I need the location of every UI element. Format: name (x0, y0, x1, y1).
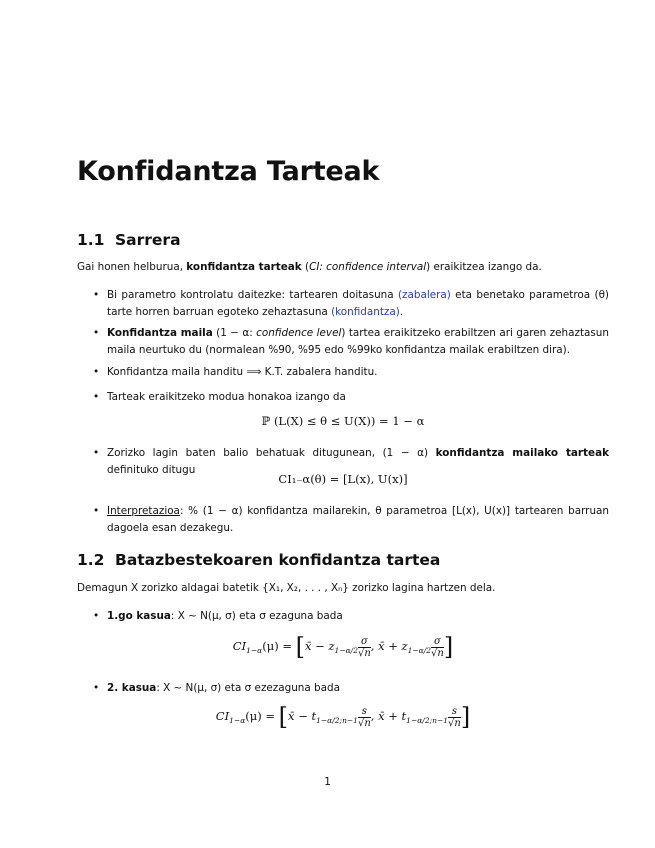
section-title: Batazbestekoaren konfidantza tartea (115, 551, 441, 569)
bullet-icon: • (93, 289, 100, 301)
section-number: 1.1 (77, 231, 105, 249)
case-item: 2. kasua: X ∼ N(μ, σ) eta σ ezezaguna bada (107, 682, 340, 694)
ci-definition-formula: CI₁₋α(θ) = [L(x), U(x)] (278, 472, 408, 486)
section-intro: Demagun X zorizko aldagai batetik {X₁, X₂, . . . , Xₙ} zorizko lagina hartzen dela. (77, 582, 496, 594)
bullet-icon: • (93, 391, 100, 403)
bullet-icon: • (93, 366, 100, 378)
unknown-sigma-formula: $CI_{1-\alpha}(\mu)$ = [x̄ − $t_{1-\alpha/2;n-1}$ $\frac{s}{√n}$ , x̄ + $t_{1-\alpha/2;n-1}$ $\frac{s}{√n}$ ] (215, 703, 471, 731)
list-item: Konfidantza maila handitu ⟹ K.T. zabalera handitu. (107, 366, 378, 378)
bullet-icon: • (93, 327, 100, 339)
list-item: Zorizko lagin baten balio behatuak ditugunean, (1 − α) konfidantza mailako tarteak definituko ditugu (107, 447, 609, 476)
known-sigma-formula: $CI_{1-\alpha}(\mu)$ = [x̄ − $z_{1-\alpha/2}$ $\frac{\sigma}{√n}$ , x̄ + $z_{1-\alpha/2}$ $\frac{\sigma}{√n}$ ] (232, 633, 454, 661)
page-title: Konfidantza Tarteak (77, 156, 380, 187)
case-item: 1.go kasua: X ∼ N(μ, σ) eta σ ezaguna bada (107, 610, 343, 622)
list-item: Bi parametro kontrolatu daitezke: tartearen doitasuna (zabalera) eta benetako parametroa (θ) tarte horren barruan egoteko zehaztasuna (konfidantza). (107, 289, 609, 318)
bullet-icon: • (93, 610, 100, 622)
list-item: Interpretazioa: % (1 − α) konfidantza mailarekin, θ parametroa [L(x), U(x)] tartearen barruan dagoela esan dezakegu. (107, 505, 609, 534)
section-title: Sarrera (115, 231, 181, 249)
section-heading-batazbestekoa (77, 551, 440, 569)
bullet-icon: • (93, 505, 100, 517)
bullet-icon: • (93, 447, 100, 459)
bullet-icon: • (93, 682, 100, 694)
list-item: Tarteak eraikitzeko modua honakoa izango da (107, 391, 346, 403)
interpretazioa-term: Interpretazioa (107, 505, 180, 517)
page-number: 1 (324, 776, 331, 788)
probability-formula: ℙ (L(X) ≤ θ ≤ U(X)) = 1 − α (261, 414, 425, 428)
link-zabalera[interactable]: (zabalera) (397, 289, 451, 301)
section-number: 1.2 (77, 551, 105, 569)
list-item: Konfidantza maila (1 − α: confidence level) tartea eraikitzeko erabiltzen ari garen zehaztasun maila neurtuko du (normalean %90, %95 edo %99ko konfidantza mailak erabiltzen dira). (107, 327, 609, 356)
section-heading-sarrera (77, 231, 181, 249)
link-konfidantza[interactable]: (konfidantza) (331, 306, 400, 318)
intro-paragraph: Gai honen helburua, konfidantza tarteak (CI: confidence interval) eraikitzea izango da. (77, 261, 542, 273)
